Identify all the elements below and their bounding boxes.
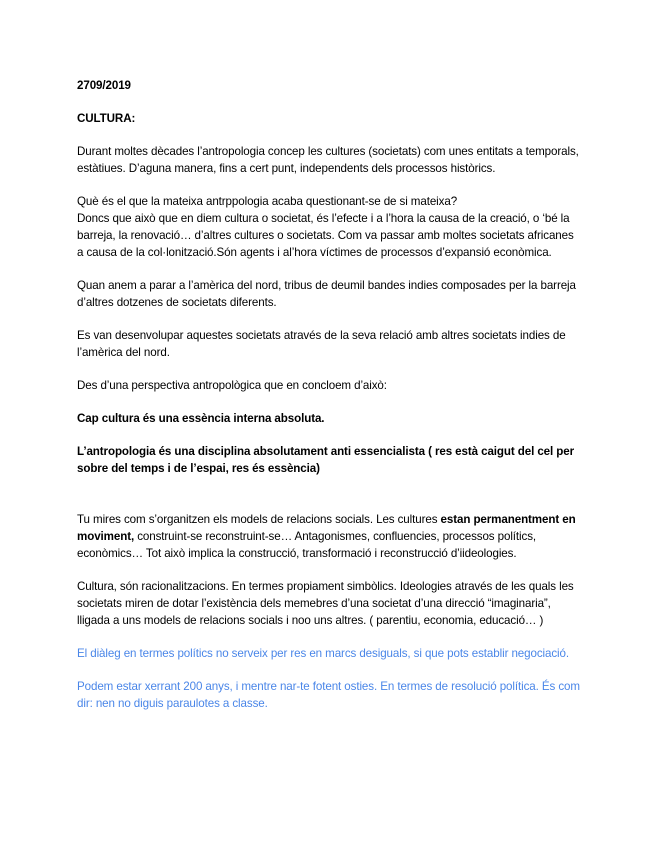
date-line: 2709/2019 xyxy=(77,79,131,92)
bold-statement-2: L’antropologia és una disciplina absolutament anti essencialista ( res està caigut del cel per sobre del temps i de l’espai, res és essència) xyxy=(77,445,575,475)
movement-text-end: construint-se reconstruint-se… Antagonismes, confluencies, processos polítics, econòmics… Tot això implica la construcció, transformació i reconstrucció d’iideologies. xyxy=(77,530,537,560)
paragraph-perspective: Des d’una perspectiva antropològica que en concloem d’això: xyxy=(77,379,387,392)
bold-statement-1: Cap cultura és una essència interna absoluta. xyxy=(77,412,325,425)
paragraph-societies: Es van desenvolupar aquestes societats através de la seva relació amb altres societats indies de l’amèrica del nord. xyxy=(77,329,566,359)
section-heading: CULTURA: xyxy=(77,112,136,125)
document-page xyxy=(77,77,582,728)
blue-paragraph-resolution: Podem estar xerrant 200 anys, i mentre nar-te fotent osties. En termes de resolució política. És com dir: nen no diguis paraulotes a classe. xyxy=(77,680,580,710)
paragraph-movement xyxy=(77,511,582,562)
paragraph-intro: Durant moltes dècades l’antropologia concep les cultures (societats) com unes entitats a temporals, estàtiues. D’aguna manera, fins a cert punt, independents dels processos històrics. xyxy=(77,145,579,175)
paragraph-america: Quan anem a parar a l’amèrica del nord, tribus de deumil bandes indies composades per la barreja d’altres dotzenes de societats diferents. xyxy=(77,279,576,309)
answer-lines: Doncs que això que en diem cultura o societat, és l’efecte i a l’hora la causa de la creació, o ‘bé la barreja, la renovació… d’altres cultures o societats. Com va passar amb moltes societats africanes a causa de la col·lonització.Són agents i al’hora víctimes de processos d’expansió econòmica. xyxy=(77,212,574,259)
paragraph-question xyxy=(77,193,582,261)
movement-text-bold: estan permanentment en moviment, xyxy=(77,513,576,543)
paragraph-rationalizations: Cultura, són racionalitzacions. En termes propiament simbòlics. Ideologies através de les quals les societats miren de dotar l’existència dels memebres d’una societat d’una direcció “imaginaria”, lligada a uns models de relacions socials i noo uns altres. ( parentiu, economia, educació… ) xyxy=(77,580,574,627)
blue-paragraph-dialogue: El diàleg en termes polítics no serveix per res en marcs desiguals, si que pots establir negociació. xyxy=(77,647,570,660)
movement-text-start: Tu mires com s’organitzen els models de relacions socials. Les cultures xyxy=(77,513,441,526)
question-line: Què és el que la mateixa antrppologia acaba questionant-se de si mateixa? xyxy=(77,195,458,208)
